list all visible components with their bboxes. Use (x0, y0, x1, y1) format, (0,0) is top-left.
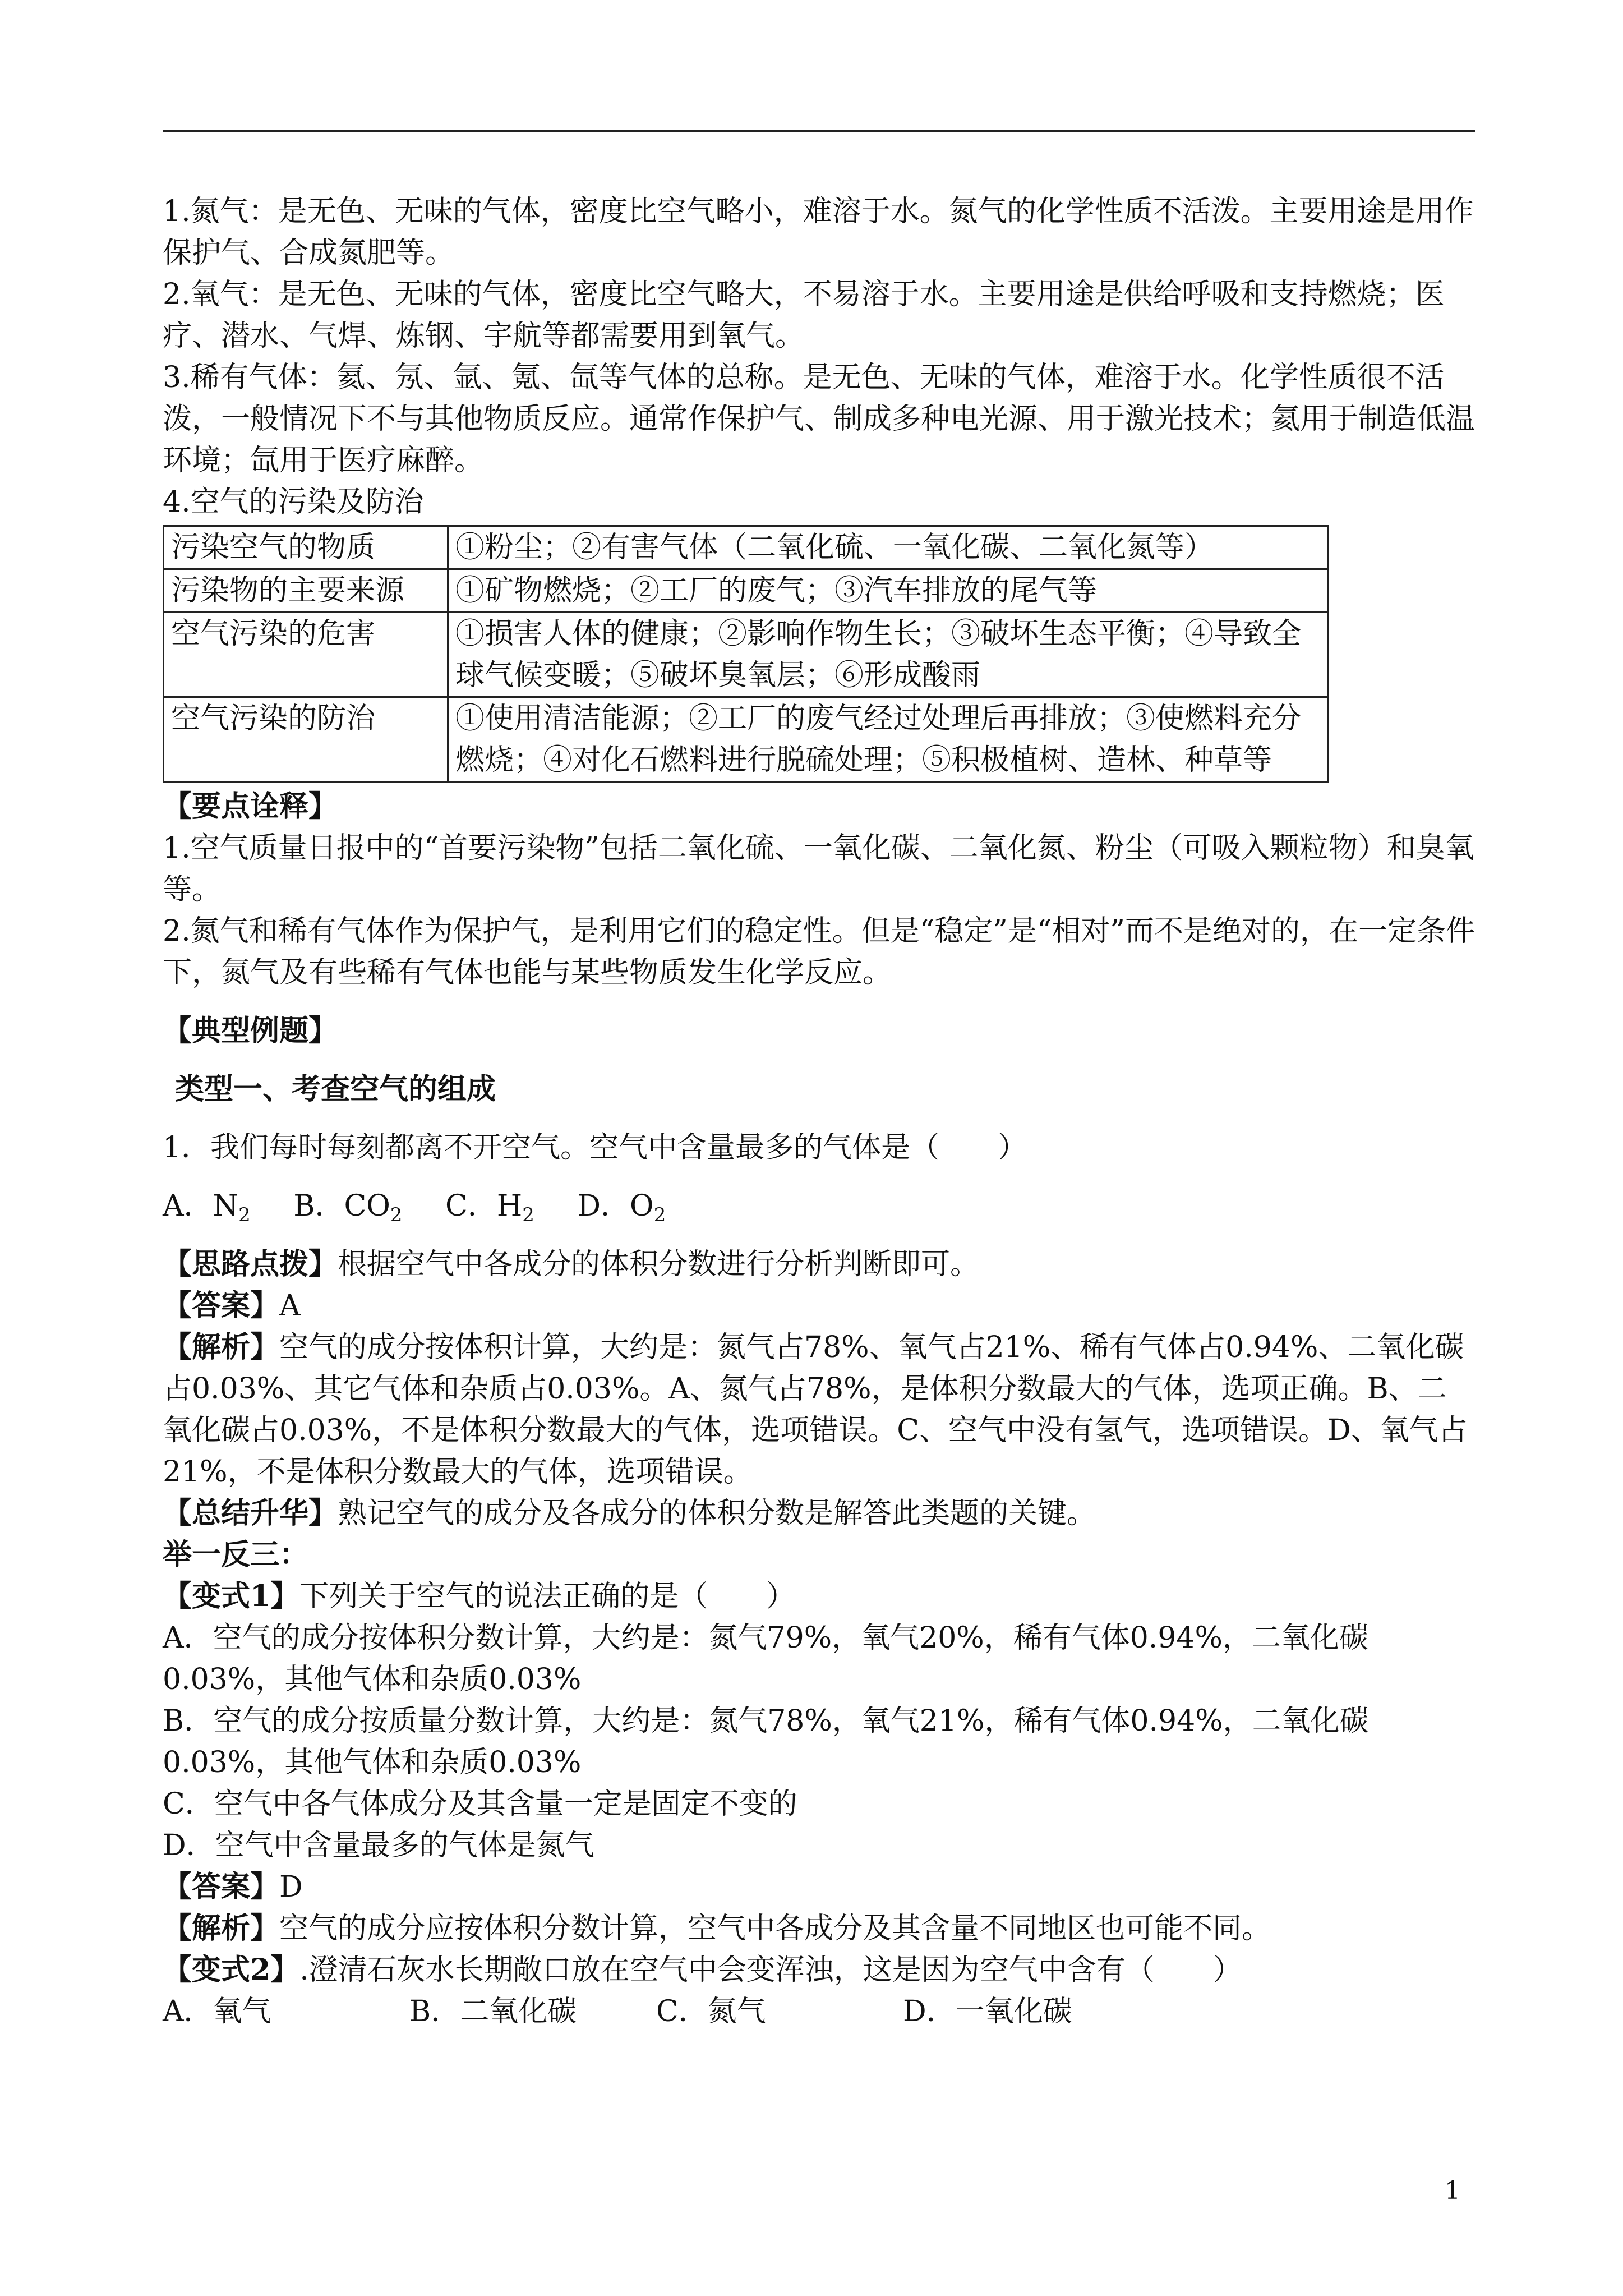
table-row (164, 569, 1329, 613)
point-oxygen: 2.氧气：是无色、无味的气体，密度比空气略大，不易溶于水。主要用途是供给呼吸和支持燃烧；医疗、潜水、气焊、炼钢、宇航等都需要用到氧气。 (163, 278, 1445, 353)
variant-1: 【变式1】下列关于空气的说法正确的是（ ） (163, 1579, 796, 1613)
table-key: 空气污染的防治 (164, 697, 448, 782)
table-row (164, 697, 1329, 782)
key-point-2: 2.氮气和稀有气体作为保护气，是利用它们的稳定性。但是“稳定”是“相对”而不是绝对的，在一定条件下，氮气及有些稀有气体也能与某些物质发生化学反应。 (163, 914, 1475, 990)
type-heading: 类型一、考查空气的组成 (175, 1072, 496, 1106)
question-1: 1．我们每时每刻都离不开空气。空气中含量最多的气体是（ ） (163, 1131, 1027, 1165)
variant-1-option-d: D．空气中含量最多的气体是氮气 (163, 1829, 594, 1862)
option-a: A．$N_2$ (163, 1189, 251, 1226)
table-key: 空气污染的危害 (164, 613, 448, 697)
variant-2: 【变式2】.澄清石灰水长期敞口放在空气中会变浑浊，这是因为空气中含有（ ） (163, 1953, 1242, 1987)
key-points-heading: 【要点诠释】 (163, 789, 338, 823)
question-1-options (163, 1185, 1475, 1227)
point-noble-gas: 3.稀有气体：氦、氖、氩、氪、氙等气体的总称。是无色、无味的气体，难溶于水。化学性质很不活泼，一般情况下不与其他物质反应。通常作保护气、制成多种电光源、用于激光技术；氦用于制造低温环境；氙用于医疗麻醉。 (163, 361, 1476, 477)
variant-2-options (163, 1991, 1475, 2032)
option-d: D．$O_2$ (577, 1189, 666, 1226)
key-point-1: 1.空气质量日报中的“首要污染物”包括二氧化硫、一氧化碳、二氧化氮、粉尘（可吸入颗粒物）和臭氧等。 (163, 831, 1474, 907)
answer: 【答案】A (163, 1289, 301, 1323)
option-b: B．$CO_2$ (293, 1189, 403, 1226)
variant-1-option-b: B．空气的成分按质量分数计算，大约是：氮气78%，氧气21%，稀有气体0.94%，二氧化碳0.03%，其他气体和杂质0.03% (163, 1704, 1369, 1779)
variant-2-option-b: B．二氧化碳 (409, 1995, 577, 2028)
hint: 【思路点拨】根据空气中各成分的体积分数进行分析判断即可。 (163, 1247, 980, 1281)
pollution-title: 4.空气的污染及防治 (163, 485, 424, 519)
table-row (164, 613, 1329, 697)
table-value: ①损害人体的健康；②影响作物生长；③破坏生态平衡；④导致全球气候变暖；⑤破坏臭氧层；⑥形成酸雨 (448, 613, 1329, 697)
pollution-table (163, 525, 1329, 783)
practice-heading: 举一反三： (163, 1538, 309, 1572)
table-value: ①使用清洁能源；②工厂的废气经过处理后再排放；③使燃料充分燃烧；④对化石燃料进行脱硫处理；⑤积极植树、造林、种草等 (448, 697, 1329, 782)
table-value: ①矿物燃烧；②工厂的废气；③汽车排放的尾气等 (448, 569, 1329, 613)
point-nitrogen: 1.氮气：是无色、无味的气体，密度比空气略小，难溶于水。氮气的化学性质不活泼。主要用途是用作保护气、合成氮肥等。 (163, 195, 1474, 270)
analysis: 【解析】空气的成分按体积计算，大约是：氮气占78%、氧气占21%、稀有气体占0.94%、二氧化碳占0.03%、其它气体和杂质占0.03%。A、氮气占78%，是体积分数最大的气体，选项正确。B、二氧化碳占0.03%，不是体积分数最大的气体，选项错误。C、空气中没有氢气，选项错误。D、氧气占21%，不是体积分数最大的气体，选项错误。 (163, 1330, 1468, 1489)
header-rule (163, 130, 1475, 132)
table-key: 污染空气的物质 (164, 526, 448, 569)
variant-1-option-c: C．空气中各气体成分及其含量一定是固定不变的 (163, 1787, 797, 1821)
table-row (164, 526, 1329, 569)
variant-1-analysis: 【解析】空气的成分应按体积分数计算，空气中各成分及其含量不同地区也可能不同。 (163, 1911, 1271, 1945)
table-value: ①粉尘；②有害气体（二氧化硫、一氧化碳、二氧化氮等） (448, 526, 1329, 569)
variant-2-option-a: A．氧气 (163, 1995, 271, 2028)
variant-1-option-a: A．空气的成分按体积分数计算，大约是：氮气79%，氧气20%，稀有气体0.94%，二氧化碳0.03%，其他气体和杂质0.03% (163, 1621, 1368, 1696)
summary: 【总结升华】熟记空气的成分及各成分的体积分数是解答此类题的关键。 (163, 1496, 1096, 1530)
page-number: 1 (1445, 2177, 1460, 2205)
variant-2-option-d: D．一氧化碳 (903, 1995, 1072, 2028)
variant-1-answer: 【答案】D (163, 1870, 303, 1904)
document-body (163, 191, 1475, 2032)
table-key: 污染物的主要来源 (164, 569, 448, 613)
option-c: C．$H_2$ (445, 1189, 534, 1226)
examples-heading: 【典型例题】 (163, 1014, 338, 1048)
variant-2-option-c: C．氮气 (656, 1995, 766, 2028)
